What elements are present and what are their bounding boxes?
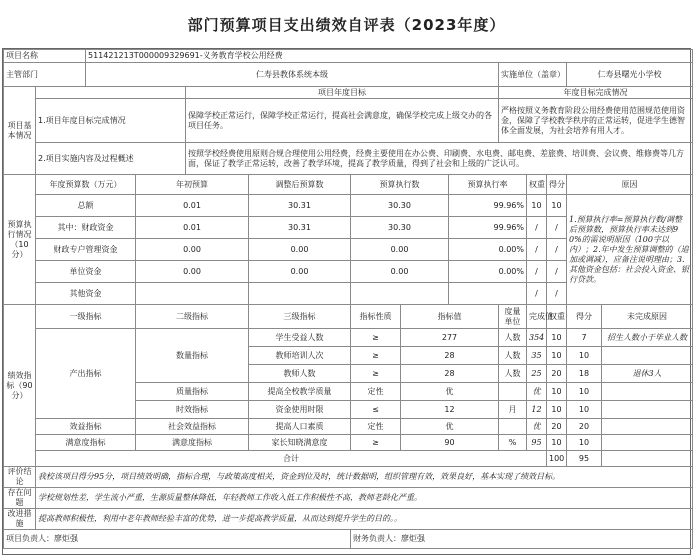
funding-rate: 0.00% xyxy=(449,261,527,283)
funding-weight: 10 xyxy=(527,195,547,217)
conclusion-label: 评价结论 xyxy=(4,467,36,488)
perf-h4: 指标值 xyxy=(401,305,499,329)
perf-h1: 二级指标 xyxy=(136,305,249,329)
basic-process-row xyxy=(4,143,693,175)
funding-adjusted: 30.31 xyxy=(249,195,351,217)
perf-weight: 20 xyxy=(547,365,567,383)
basic-r1-label: 1.项目年度目标完成情况 xyxy=(36,99,186,143)
funding-name: 总额 xyxy=(36,195,136,217)
perf-weight: 10 xyxy=(547,401,567,419)
unit-label: 实施单位（盖章） xyxy=(499,63,567,87)
funding-initial: 0.01 xyxy=(136,195,249,217)
perf-value: 28 xyxy=(401,347,499,365)
leader-label: 项目负责人： xyxy=(6,534,54,543)
perf-value: 28 xyxy=(401,365,499,383)
perf-reason xyxy=(602,401,693,419)
perf-reason xyxy=(602,419,693,435)
finance-name: 廖炬强 xyxy=(401,534,425,543)
funding-h1: 年初预算 xyxy=(136,175,249,195)
funding-adjusted xyxy=(249,283,351,305)
perf-row xyxy=(4,435,693,451)
perf-l3: 学生受益人数 xyxy=(249,329,351,347)
leader-name: 廖炬强 xyxy=(54,534,78,543)
funding-h5: 权重 xyxy=(527,175,547,195)
perf-score: 10 xyxy=(567,347,602,365)
perf-value: 优 xyxy=(401,419,499,435)
funding-rate xyxy=(449,283,527,305)
form-title: 部门预算项目支出绩效自评表（2023年度） xyxy=(187,16,506,34)
funding-rate: 99.96% xyxy=(449,217,527,239)
funding-h2: 调整后预算数 xyxy=(249,175,351,195)
perf-unit xyxy=(499,383,527,401)
perf-value: 12 xyxy=(401,401,499,419)
perf-weight: 20 xyxy=(547,419,567,435)
perf-h5: 度量单位 xyxy=(499,305,527,329)
perf-weight: 10 xyxy=(547,329,567,347)
perf-h3: 指标性质 xyxy=(351,305,401,329)
perf-l2-social: 社会效益指标 xyxy=(136,419,249,435)
perf-score: 10 xyxy=(567,401,602,419)
funding-adjusted: 0.00 xyxy=(249,239,351,261)
total-weight: 100 xyxy=(547,451,567,467)
perf-row xyxy=(4,329,693,347)
funding-adjusted: 0.00 xyxy=(249,261,351,283)
funding-h3: 预算执行数 xyxy=(351,175,449,195)
funding-score: / xyxy=(547,283,567,305)
funding-rate: 99.96% xyxy=(449,195,527,217)
measures-label: 改进措施 xyxy=(4,509,36,530)
perf-weight: 10 xyxy=(547,383,567,401)
perf-l3: 教师培训人次 xyxy=(249,347,351,365)
funding-initial: 0.00 xyxy=(136,261,249,283)
funding-score: 10 xyxy=(547,195,567,217)
basic-r2-label: 2.项目实施内容及过程概述 xyxy=(36,143,186,175)
perf-h0: 一级指标 xyxy=(36,305,136,329)
funding-score: / xyxy=(547,239,567,261)
perf-nature: ≥ xyxy=(351,347,401,365)
perf-l1-benefit: 效益指标 xyxy=(36,419,136,435)
funding-executed xyxy=(351,283,449,305)
perf-score: 18 xyxy=(567,365,602,383)
perf-weight: 10 xyxy=(547,435,567,451)
funding-rate: 0.00% xyxy=(449,239,527,261)
funding-weight: / xyxy=(527,283,547,305)
perf-unit: 人数 xyxy=(499,329,527,347)
project-name-value: 511421213T000009329691-义务教育学校公用经费 xyxy=(86,50,693,63)
perf-row xyxy=(4,419,693,435)
funding-name: 其中：财政资金 xyxy=(36,217,136,239)
perf-h2: 三级指标 xyxy=(249,305,351,329)
perf-score: 10 xyxy=(567,435,602,451)
funding-adjusted: 30.31 xyxy=(249,217,351,239)
funding-h6: 得分 xyxy=(547,175,567,195)
perf-nature: 定性 xyxy=(351,419,401,435)
perf-nature: ≤ xyxy=(351,401,401,419)
funding-h7: 原因 xyxy=(567,175,693,195)
funding-h0: 年度预算数（万元） xyxy=(36,175,136,195)
dept-label: 主管部门 xyxy=(4,63,86,87)
project-name-row xyxy=(4,50,693,63)
funding-reason: 1.预算执行率=预算执行数/调整后预算数，预算执行率未达到90%的需说明原因（100字以内）；2.年中发生预算调整的（追加或调减），应备注说明理由；3.其他资金包括：社会投入资金、银行贷款。 xyxy=(567,195,693,305)
funding-weight: / xyxy=(527,261,547,283)
basic-r2-text: 按照学校经费使用原则合规合理使用公用经费，经费主要使用在办公费、印刷费、水电费、邮电费、差旅费、培训费、会议费、维修费等几方面，保证了教学正常运转，改善了教学环境，提高了教学质量，得到了社会和上级的广泛认可。 xyxy=(186,143,693,175)
issues-row xyxy=(4,488,693,509)
perf-unit: 人数 xyxy=(499,365,527,383)
basic-target-row xyxy=(4,99,693,143)
perf-value: 优 xyxy=(401,383,499,401)
footer-row xyxy=(4,530,693,549)
funding-initial xyxy=(136,283,249,305)
issues-text: 学校规划性差，学生流小严重，生源质量整体降低，年轻教师工作收入低工作积极性不高，教师老龄化严重。 xyxy=(36,488,693,509)
perf-l1-output: 产出指标 xyxy=(36,329,136,419)
perf-done: 35 xyxy=(527,347,547,365)
perf-weight: 10 xyxy=(547,347,567,365)
perf-done: 优 xyxy=(527,383,547,401)
perf-l3: 家长知晓满意度 xyxy=(249,435,351,451)
perf-l3: 提高人口素质 xyxy=(249,419,351,435)
evaluation-table xyxy=(3,49,693,549)
basic-header-row xyxy=(4,87,693,99)
perf-unit xyxy=(499,419,527,435)
funding-name: 其他资金 xyxy=(36,283,136,305)
perf-l3: 教师人数 xyxy=(249,365,351,383)
funding-header-row xyxy=(4,175,693,195)
conclusion-text: 我校该项目得分95分，项目绩效明确，指标合理，与政策高度相关，资金到位及时，统计数据明，组织管理有效，效果良好，基本实现了绩效目标。 xyxy=(36,467,693,488)
basic-r1-target: 保障学校正常运行，保障学校正常运行，提高社会满意度，确保学校完成上级交办的各项目任务。 xyxy=(186,99,499,143)
perf-nature: 定性 xyxy=(351,383,401,401)
basic-target-header: 项目年度目标 xyxy=(186,87,499,99)
basic-section-label: 项目基本情况 xyxy=(4,87,36,175)
funding-weight: / xyxy=(527,239,547,261)
dept-value: 仁寿县教体系统本级 xyxy=(86,63,499,87)
perf-value: 277 xyxy=(401,329,499,347)
funding-section-label: 预算执行情况（10分） xyxy=(4,175,36,305)
perf-unit: 人数 xyxy=(499,347,527,365)
measures-text: 提高教师积极性，利用中老年教师经验丰富的优势，进一步提高教学质量，从而达到提升学生的目的。。 xyxy=(36,509,693,530)
funding-name: 财政专户管理资金 xyxy=(36,239,136,261)
funding-h4: 预算执行率 xyxy=(449,175,527,195)
funding-executed: 0.00 xyxy=(351,239,449,261)
perf-header-row xyxy=(4,305,693,329)
funding-weight: / xyxy=(527,217,547,239)
perf-l2-satisfaction: 满意度指标 xyxy=(136,435,249,451)
perf-section-label: 绩效指标（90分） xyxy=(4,305,36,467)
total-row xyxy=(4,451,693,467)
perf-value: 90 xyxy=(401,435,499,451)
funding-executed: 0.00 xyxy=(351,261,449,283)
funding-row xyxy=(4,195,693,217)
project-name-label: 项目名称 xyxy=(4,50,86,63)
perf-h7: 权重 xyxy=(547,305,567,329)
basic-r1-done: 严格按照义务教育阶段公用经费使用范围规范使用资金，保障了学校教学秩序的正常运转，促进学生德智体全面发展，为社会培养有用人才。 xyxy=(499,99,693,143)
perf-h9: 未完成原因 xyxy=(602,305,693,329)
perf-reason xyxy=(602,383,693,401)
leader-cell xyxy=(4,530,351,549)
perf-done: 25 xyxy=(527,365,547,383)
basic-done-header: 年度目标完成情况 xyxy=(499,87,693,99)
unit-value: 仁寿县曙光小学校 xyxy=(567,63,693,87)
perf-done: 354 xyxy=(527,329,547,347)
perf-reason: 招生人数小于毕业人数 xyxy=(602,329,693,347)
perf-nature: ≥ xyxy=(351,365,401,383)
finance-cell xyxy=(351,530,693,549)
perf-l2-quality: 质量指标 xyxy=(136,383,249,401)
funding-initial: 0.00 xyxy=(136,239,249,261)
dept-row xyxy=(4,63,693,87)
perf-nature: ≥ xyxy=(351,435,401,451)
perf-done: 95 xyxy=(527,435,547,451)
conclusion-row xyxy=(4,467,693,488)
total-score: 95 xyxy=(567,451,602,467)
issues-label: 存在问题 xyxy=(4,488,36,509)
perf-unit: 月 xyxy=(499,401,527,419)
funding-executed: 30.30 xyxy=(351,217,449,239)
perf-l3: 提高全校教学质量 xyxy=(249,383,351,401)
evaluation-form xyxy=(2,48,691,555)
funding-executed: 30.30 xyxy=(351,195,449,217)
perf-l1-satisfaction: 满意度指标 xyxy=(36,435,136,451)
funding-initial: 0.01 xyxy=(136,217,249,239)
perf-reason xyxy=(602,435,693,451)
perf-h6: 完成值 xyxy=(527,305,547,329)
perf-nature: ≥ xyxy=(351,329,401,347)
total-label: 合计 xyxy=(36,451,547,467)
perf-score: 20 xyxy=(567,419,602,435)
perf-h8: 得分 xyxy=(567,305,602,329)
perf-score: 7 xyxy=(567,329,602,347)
perf-reason: 退休3人 xyxy=(602,365,693,383)
funding-name: 单位资金 xyxy=(36,261,136,283)
finance-label: 财务负责人： xyxy=(353,534,401,543)
perf-l2-quantity: 数量指标 xyxy=(136,329,249,383)
perf-reason xyxy=(602,347,693,365)
perf-score: 10 xyxy=(567,383,602,401)
perf-l2-time: 时效指标 xyxy=(136,401,249,419)
perf-l3: 资金使用时限 xyxy=(249,401,351,419)
funding-score: / xyxy=(547,217,567,239)
perf-done: 优 xyxy=(527,419,547,435)
measures-row xyxy=(4,509,693,530)
perf-unit: % xyxy=(499,435,527,451)
perf-done: 12 xyxy=(527,401,547,419)
funding-score: / xyxy=(547,261,567,283)
